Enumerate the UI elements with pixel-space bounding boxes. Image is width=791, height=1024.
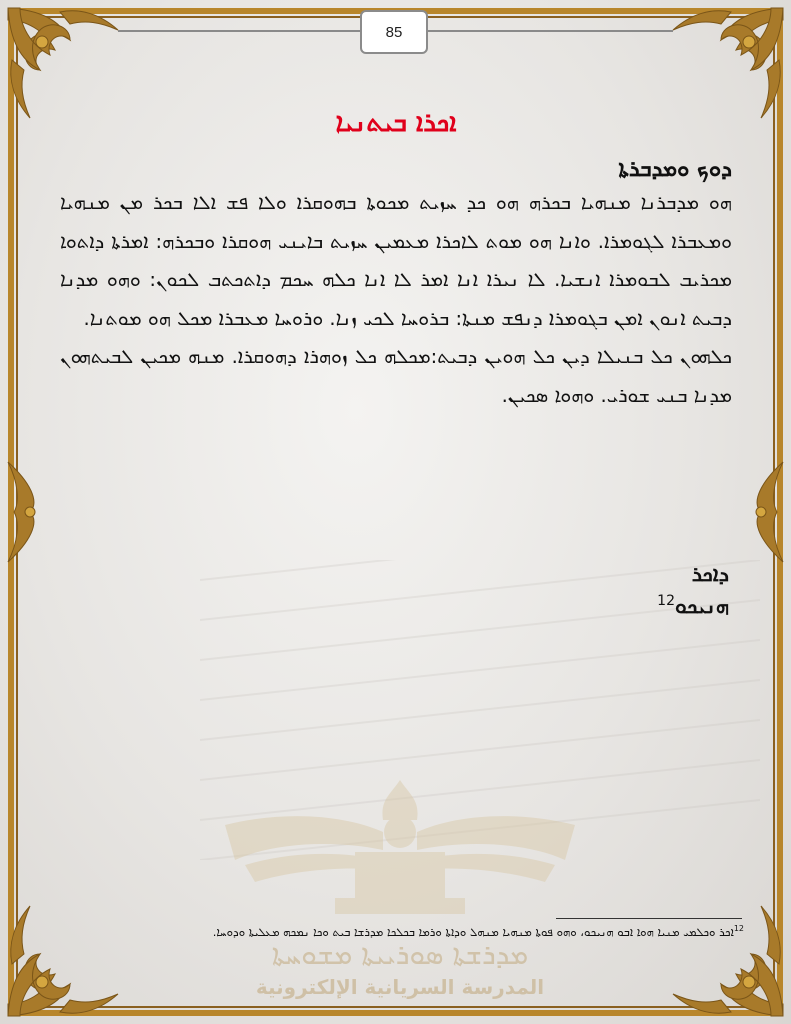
corner-ornament-bottom-right [661, 894, 791, 1024]
watermark-syriac-text: ܡܕܪܫܬܐ ܣܘܪܝܝܬܐ ܡܫܘܚܬܐ [271, 938, 529, 971]
footnote-separator [556, 918, 742, 919]
main-content [60, 108, 732, 415]
side-ornament-right [731, 452, 791, 572]
signature-line-1: ܕܐܟܪ [691, 562, 729, 586]
page-title: ܐܟܪܐ ܒܝܬܢܝܐ [335, 108, 457, 138]
footnote-text: ܐܟܪ ܘܟܠܡܝ ܡܢܝܐ ܗܘܐ ܐܒܘ ܗܢܝܟܘ، ܘܗܘ ܦܘܬܐ ܡܢܗܝܐ ܡܢܗܠ ܘܕܐܬܐ ܘܪܡܐ ܒܟܠܟܐ ܡܕܪܫܐ ܒܝܬ ܘܟܐ ܢܡܟܗ ܡܥܠܝܬܐ ܘܕܘܚܐ. [212, 924, 734, 939]
signature-line-2 [657, 593, 729, 619]
paragraph-1: ܗܘ ܡܕܒܪܢܐ ܡܢܗܝܐ ܒܟܪܗ ܗܘ ܟܕ ܚܙܝܬ ܡܟܘܬܐ ܒܗܘܩܪܐ ܘܠܐ ܦܫ ܐܠܐ ܒܟܪ ܡܢ ܡܢܗܝܐ ܘܡܥܒܪܐ ܠܓܘܡܪܐ. ܘܐܢܐ ܗܘ ܡܘܬ ܠܐܟܪܐ ܡܥܡܝܢ ܚܙܝܬ ܒܐܝܢܝ ܗܘܩܪܐ ܘܒܟܪܗ: ܐܡܪܬܐ ܕܐܬܘܐ ܡܟܪܝܒ ܠܒܘܡܪܐ ܐܢܫܝܐ. ܠܐ ܢܝܪܐ ܐܢܐ ܐܡܪ ܠܐ ܐܢܐ ܟܠܗ ܚܟܡ ܕܐܬܟܬܒ ܠܟܘܢ: ܘܗܘ ܡܕܢܐ ܕܒܝܬ ܐܢܘܢ ܐܡܢ ܒܓܘܡܪܐ ܕܢܦܫ ܡܢܬܐ: ܒܪܘܚܐ ܠܟܝ ܙܢܐ. ܘܪܘܚܐ ܡܥܒܪܐ ܡܟܠ ܗܘ ܡܘܬܢܐ. [60, 191, 732, 330]
side-ornament-left [0, 452, 60, 572]
section-subheading: ܕܘܟ ܘܡܕܒܪܬܐ [618, 157, 732, 182]
page-number: 85 [360, 10, 428, 54]
footnote [76, 924, 744, 940]
signature-block [657, 562, 729, 619]
footnote-reference[interactable]: 12 [657, 593, 675, 609]
paragraph-2: ܟܠܗܘܢ ܟܠ ܒܢܝܠܐ ܕܝܢ ܟܠ ܗܘܝܢ ܕܒܝܬ:ܡܟܠܗ ܟܠ ܙܘܗܪܐ ܕܗܘܩܪܐ. ܡܢܗ ܡܟܝܢ ܠܒܝܬܗܘܢ ܡܕܢܐ ܒܢܝ ܫܘܪܝ. ܘܗܘܐ ܣܟܝܢ. [60, 345, 732, 407]
corner-ornament-bottom-left [0, 894, 130, 1024]
footnote-number: 12 [733, 924, 744, 933]
signature-name: ܗܢܝܟܘ [675, 594, 729, 618]
watermark-arabic-text: المدرسة السريانية الإلكترونية [255, 975, 545, 999]
